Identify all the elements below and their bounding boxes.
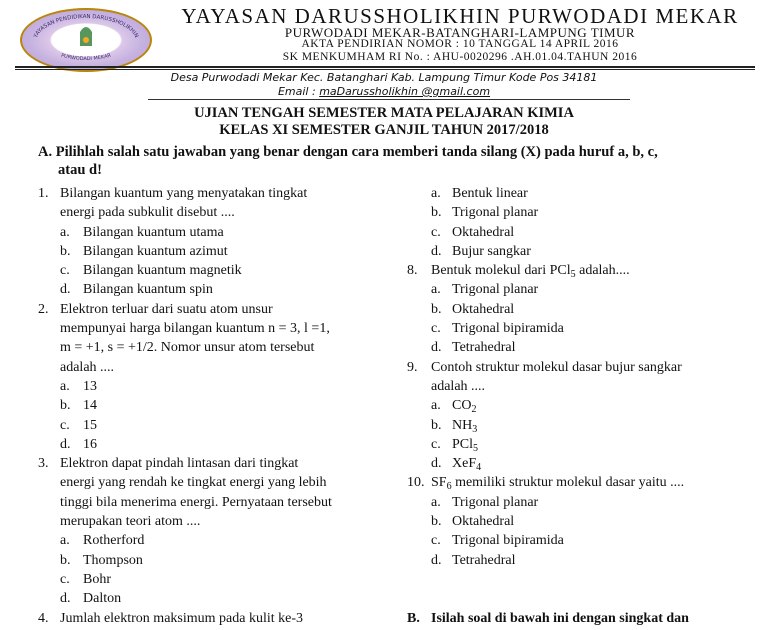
right-line xyxy=(407,609,757,628)
left-line xyxy=(38,416,378,435)
question-text-continued: m = +1, s = +1/2. Nomor unsur atom tersebut xyxy=(60,340,315,356)
option-text: 13 xyxy=(83,378,97,394)
option-letter: a. xyxy=(431,186,441,201)
left-question-column xyxy=(38,184,378,628)
question-number: B. xyxy=(407,610,420,626)
email-label: Email : xyxy=(277,85,320,98)
question-number: 9. xyxy=(407,359,418,375)
left-line xyxy=(38,223,378,242)
left-line xyxy=(38,377,378,396)
question-text: Elektron dapat pindah lintasan dari tingkat xyxy=(60,456,299,472)
option-letter: a. xyxy=(60,533,70,549)
school-logo xyxy=(20,8,152,72)
option-letter: b. xyxy=(431,301,442,317)
left-line xyxy=(38,454,378,473)
subscript: 3 xyxy=(472,423,478,435)
option-text: Dalton xyxy=(83,591,122,607)
option-letter: b. xyxy=(431,417,442,433)
right-line xyxy=(407,300,757,319)
right-line xyxy=(407,280,757,299)
left-line xyxy=(38,396,378,415)
right-line xyxy=(407,416,757,435)
option-text: $CO_2$ xyxy=(452,398,477,416)
question-text: Elektron terluar dari suatu atom unsur xyxy=(60,301,273,317)
option-text: Bilangan kuantum magnetik xyxy=(83,263,242,279)
option-text: Bohr xyxy=(83,571,111,587)
option-text: 16 xyxy=(83,436,97,452)
ministry-decree: SK MENKUMHAM RI No. : AHU-0020296 .AH.01.04.TAHUN 2016 xyxy=(282,51,638,63)
right-line xyxy=(407,377,757,396)
letterhead xyxy=(0,0,768,100)
question-number: 10. xyxy=(407,475,425,491)
option-letter: c. xyxy=(60,571,70,587)
option-text: Trigonal bipiramida xyxy=(452,321,564,337)
left-line xyxy=(38,319,378,338)
question-text: Isilah soal di bawah ini dengan singkat dan xyxy=(431,610,689,626)
instruction-line-1: A. Pilihlah salah satu jawaban yang benar dengan cara memberi tanda silang (X) pada huruf a, b, c, xyxy=(38,144,658,160)
option-text: Trigonal planar xyxy=(452,205,539,221)
option-text: Bentuk linear xyxy=(452,186,528,201)
option-text: Bilangan kuantum azimut xyxy=(83,243,228,259)
option-letter: c. xyxy=(60,417,70,433)
left-line xyxy=(38,338,378,357)
option-text: Bilangan kuantum spin xyxy=(83,282,213,298)
option-letter: b. xyxy=(60,398,71,414)
organization-name: YAYASAN DARUSSHOLIKHIN PURWODADI MEKAR xyxy=(181,4,739,28)
option-letter: c. xyxy=(431,533,441,549)
email-row xyxy=(0,85,768,98)
left-line xyxy=(38,493,378,512)
option-letter: a. xyxy=(60,378,70,394)
question-text-continued: energi pada subkulit disebut .... xyxy=(60,205,235,221)
left-line xyxy=(38,261,378,280)
option-letter: d. xyxy=(431,552,442,568)
question-text: Contoh struktur molekul dasar bujur sangkar xyxy=(431,359,682,375)
right-line xyxy=(407,473,757,492)
option-letter: c. xyxy=(431,321,441,337)
option-text: PCl$_5$ xyxy=(452,436,479,454)
left-line xyxy=(38,242,378,261)
logo-emblem xyxy=(80,27,92,46)
right-question-column xyxy=(407,184,757,628)
left-line xyxy=(38,512,378,531)
logo-text-top: YAYASAN PENDIDIKAN DARUSSHOLIKHIN xyxy=(32,13,140,39)
header-rule-thin xyxy=(15,69,755,70)
right-line xyxy=(407,589,757,608)
option-text: XeF$_4$ xyxy=(452,456,482,474)
right-line xyxy=(407,531,757,550)
question-number: 2. xyxy=(38,301,49,317)
subscript: 2 xyxy=(471,404,477,416)
option-text: Bilangan kuantum utama xyxy=(83,224,224,240)
option-letter: b. xyxy=(60,243,71,259)
deed-number: AKTA PENDIRIAN NOMOR : 10 TANGGAL 14 APRIL 2016 xyxy=(301,38,619,50)
option-letter: a. xyxy=(431,398,441,414)
option-text: Rotherford xyxy=(83,533,145,549)
question-number: 8. xyxy=(407,263,418,279)
left-line xyxy=(38,589,378,608)
right-line xyxy=(407,493,757,512)
left-line xyxy=(38,203,378,222)
question-text-continued: adalah .... xyxy=(431,378,486,394)
option-text: Tetrahedral xyxy=(452,552,516,568)
right-line xyxy=(407,396,757,415)
question-text-continued: energi yang rendah ke tingkat energi yang lebih xyxy=(60,475,327,491)
right-line xyxy=(407,358,757,377)
left-line xyxy=(38,570,378,589)
question-text: Bilangan kuantum yang menyatakan tingkat xyxy=(60,186,308,201)
right-line xyxy=(407,223,757,242)
svg-text:PURWODADI MEKAR xyxy=(60,53,112,63)
right-line xyxy=(407,242,757,261)
right-line xyxy=(407,435,757,454)
option-text: Oktahedral xyxy=(452,301,515,317)
organization-location: PURWODADI MEKAR-BATANGHARI-LAMPUNG TIMUR xyxy=(284,25,636,40)
right-line xyxy=(407,551,757,570)
subscript: 4 xyxy=(476,462,482,474)
question-text-continued: mempunyai harga bilangan kuantum n = 3, l =1, xyxy=(60,321,330,337)
option-letter: b. xyxy=(431,205,442,221)
left-line xyxy=(38,358,378,377)
address-rule xyxy=(148,99,630,100)
option-letter: d. xyxy=(60,436,71,452)
question-text: $SF_6$ memiliki struktur molekul dasar yaitu .... xyxy=(431,475,685,493)
instruction-line-2: atau d! xyxy=(58,162,102,178)
left-line xyxy=(38,280,378,299)
option-letter: d. xyxy=(60,282,71,298)
option-letter: d. xyxy=(431,456,442,472)
right-line xyxy=(407,512,757,531)
option-text: Tetrahedral xyxy=(452,340,516,356)
option-text: Trigonal bipiramida xyxy=(452,533,564,549)
option-letter: d. xyxy=(431,243,442,259)
logo-emblem-star xyxy=(83,37,89,43)
logo-text-bottom: PURWODADI MEKAR xyxy=(60,52,112,63)
exam-class: KELAS XI SEMESTER GANJIL TAHUN 2017/2018 xyxy=(219,122,549,138)
right-line xyxy=(407,570,757,589)
option-text: $NH_3$ xyxy=(452,417,478,435)
option-text: Oktahedral xyxy=(452,514,515,530)
left-line xyxy=(38,551,378,570)
right-line xyxy=(407,319,757,338)
address: Desa Purwodadi Mekar Kec. Batanghari Kab. Lampung Timur Kode Pos 34181 xyxy=(170,71,598,84)
option-text: Trigonal planar xyxy=(452,494,539,510)
question-number: 1. xyxy=(38,186,49,201)
option-text: Trigonal planar xyxy=(452,282,539,298)
left-line xyxy=(38,531,378,550)
option-letter: c. xyxy=(60,263,70,279)
section-a-instruction xyxy=(38,143,738,179)
question-text: Bentuk molekul dari PCl$_5$ adalah.... xyxy=(431,263,630,281)
option-text: Oktahedral xyxy=(452,224,515,240)
header-rule-thick xyxy=(15,66,755,68)
left-line xyxy=(38,473,378,492)
option-letter: b. xyxy=(431,514,442,530)
question-number: 4. xyxy=(38,610,49,626)
option-letter: c. xyxy=(431,224,441,240)
left-line xyxy=(38,184,378,203)
question-text: Jumlah elektron maksimum pada kulit ke-3 xyxy=(60,610,304,626)
option-text: 14 xyxy=(83,398,97,414)
question-text-continued: adalah .... xyxy=(60,359,115,375)
option-letter: a. xyxy=(431,282,441,298)
subscript: 5 xyxy=(570,269,576,281)
subscript: 6 xyxy=(446,481,452,493)
right-line xyxy=(407,338,757,357)
subscript: 5 xyxy=(473,442,479,454)
right-line xyxy=(407,203,757,222)
option-letter: d. xyxy=(431,340,442,356)
right-line xyxy=(407,184,757,203)
left-line xyxy=(38,435,378,454)
question-text-continued: merupakan teori atom .... xyxy=(60,514,201,530)
left-line xyxy=(38,609,378,628)
option-letter: a. xyxy=(60,224,70,240)
option-letter: c. xyxy=(431,436,441,452)
left-line xyxy=(38,300,378,319)
question-text-continued: tinggi bila menerima energi. Pernyataan tersebut xyxy=(60,494,332,510)
right-line xyxy=(407,261,757,280)
option-text: 15 xyxy=(83,417,97,433)
right-line xyxy=(407,454,757,473)
option-letter: d. xyxy=(60,591,71,607)
option-text: Bujur sangkar xyxy=(452,243,531,259)
email-link[interactable]: maDarussholikhin @gmail.com xyxy=(319,85,491,98)
option-letter: a. xyxy=(431,494,441,510)
exam-title: UJIAN TENGAH SEMESTER MATA PELAJARAN KIMIA xyxy=(194,105,574,121)
option-text: Thompson xyxy=(83,552,143,568)
question-number: 3. xyxy=(38,456,49,472)
option-letter: b. xyxy=(60,552,71,568)
